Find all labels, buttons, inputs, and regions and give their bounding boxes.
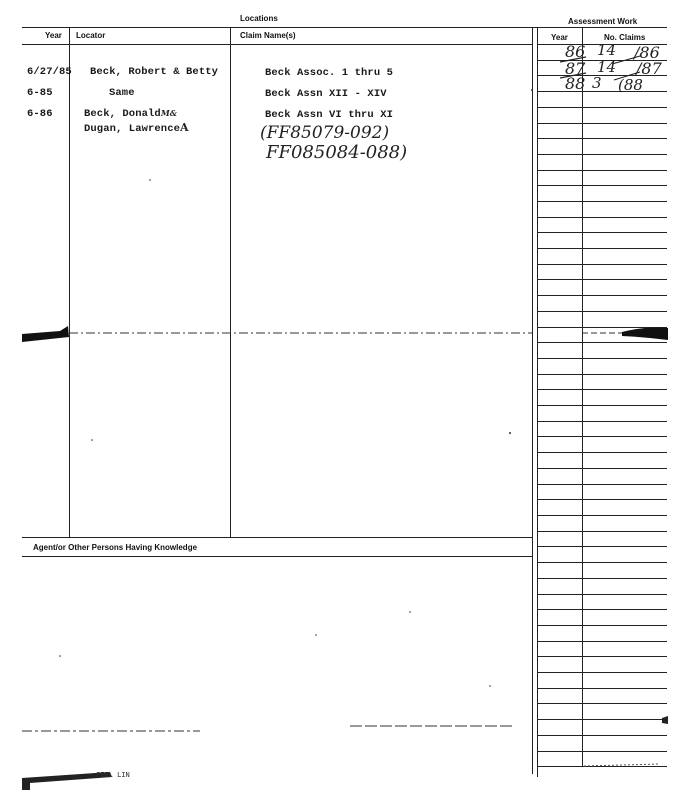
fold-shadow-right [622, 328, 668, 341]
aw-entry-1-note: /86 [634, 43, 660, 62]
handwritten-serial-1: (FF85079-092) [260, 123, 390, 143]
row-2-year: 6-85 [27, 87, 53, 99]
aw-entry-1-claims: 14 [597, 41, 617, 59]
handwritten-serial-2: FF085084-088) [266, 142, 408, 163]
year-column-header: Year [45, 31, 62, 40]
aw-entry-1-year: 86 [565, 42, 586, 61]
locations-header: Locations [240, 14, 278, 23]
bottom-right-smudge [662, 716, 668, 724]
assessment-work-header: Assessment Work [568, 17, 638, 26]
row-3-locator-mark: M& [160, 108, 178, 118]
aw-year-column-header: Year [551, 33, 568, 42]
aw-entry-3-note: (88 [618, 76, 643, 94]
footer-stamp: FEEL LIN [96, 771, 130, 779]
row-2-locator: Same [109, 87, 135, 99]
fold-shadow-left [22, 326, 69, 342]
row-1-year: 6/27/85 [27, 66, 72, 78]
row-3-locator-name: Beck, Donald [84, 108, 161, 120]
aw-strike-2 [560, 73, 586, 78]
aw-strike-3 [614, 72, 640, 80]
row-3-year: 6-86 [27, 108, 53, 120]
row-3-claims: Beck Assn VI thru XI [265, 109, 394, 121]
row-2-claims: Beck Assn XII - XIV [265, 88, 387, 100]
aw-entry-3-claims: 3 [592, 74, 602, 92]
aw-strike-4 [612, 56, 640, 64]
aw-entry-3-year: 88 [565, 74, 586, 93]
row-1-claims: Beck Assoc. 1 thru 5 [265, 67, 394, 79]
agent-section-label: Agent/or Other Persons Having Knowledge [33, 543, 198, 552]
aw-entry-2-year: 87 [565, 59, 586, 78]
row-1-locator: Beck, Robert & Betty [90, 66, 219, 78]
aw-strike-1 [560, 57, 586, 62]
aw-no-claims-column-header: No. Claims [604, 33, 646, 42]
claim-names-column-header: Claim Name(s) [240, 31, 296, 40]
locator-column-header: Locator [76, 31, 106, 40]
row-3-locator-2-mark: A [180, 121, 189, 134]
aw-entry-2-note: /87 [636, 59, 662, 78]
aw-entry-2-claims: 14 [597, 58, 617, 76]
bottom-right-dash [584, 764, 660, 766]
row-3-locator-2-name: Dugan, Lawrence [84, 123, 181, 135]
